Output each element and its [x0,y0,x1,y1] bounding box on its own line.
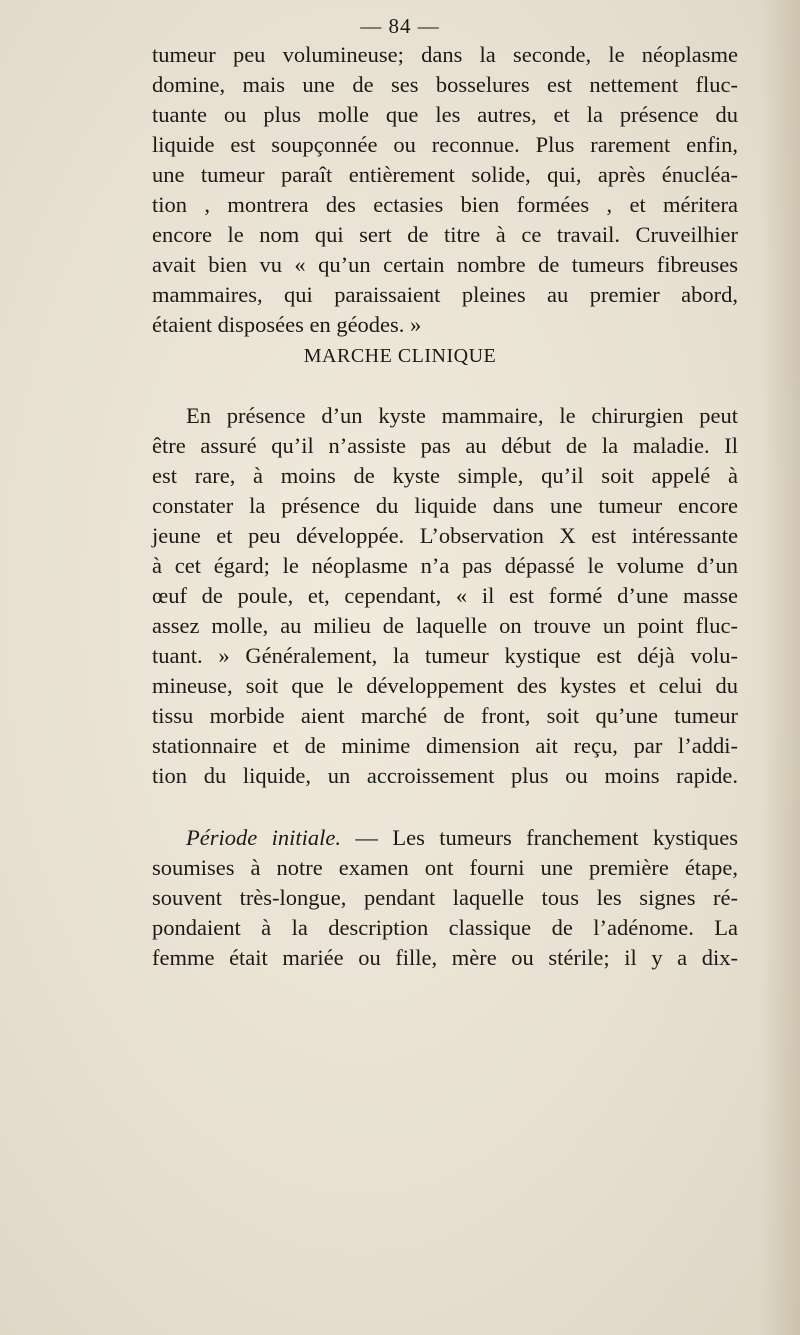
text-line: être assuré qu’il n’assiste pas au début de la maladie. Il [152,433,738,458]
text-line: étaient disposées en géodes. » [152,312,422,337]
text-line: jeune et peu développée. L’observation X est intéressante [152,523,738,548]
text-line: tion , montrera des ectasies bien formées , et méritera [152,192,738,217]
text-line: tion du liquide, un accroissement plus ou moins rapide. [152,763,738,788]
page-edge-shadow [760,0,800,1335]
text-line: à cet égard; le néoplasme n’a pas dépassé le volume d’un [152,553,738,578]
text-line: liquide est soupçonnée ou reconnue. Plus rarement enfin, [152,132,738,157]
text-line: constater la présence du liquide dans une tumeur encore [152,493,738,518]
text-line: mammaires, qui paraissaient pleines au premier abord, [152,282,738,307]
text-line: tissu morbide aient marché de front, soit qu’une tumeur [152,703,738,728]
text-line: pondaient à la description classique de l’adénome. La [152,915,738,940]
text-line: tuante ou plus molle que les autres, et la présence du [152,102,738,127]
text-line: est rare, à moins de kyste simple, qu’il soit appelé à [152,463,738,488]
text-line: encore le nom qui sert de titre à ce travail. Cruveilhier [152,222,738,247]
text-line: avait bien vu « qu’un certain nombre de tumeurs fibreuses [152,252,738,277]
text-line: femme était mariée ou fille, mère ou stérile; il y a dix- [152,945,738,970]
text-line: assez molle, au milieu de laquelle on trouve un point fluc- [152,613,738,638]
page-number: — 84 — [360,14,440,38]
text-line: une tumeur paraît entièrement solide, qui, après énucléa- [152,162,738,187]
text-line: souvent très-longue, pendant laquelle tous les signes ré- [152,885,738,910]
text-line: tuant. » Généralement, la tumeur kystique est déjà volu- [152,643,738,668]
text-line: En présence d’un kyste mammaire, le chirurgien peut [186,403,738,428]
text-line [186,823,738,853]
text-line: domine, mais une de ses bosselures est nettement fluc- [152,72,738,97]
text-line: œuf de poule, et, cependant, « il est formé d’une masse [152,583,738,608]
text-line-rest: — Les tumeurs franchement kystiques [341,825,738,850]
text-line: mineuse, soit que le développement des kystes et celui du [152,673,738,698]
italic-lead: Période initiale. [186,825,342,850]
section-heading: MARCHE CLINIQUE [303,345,497,367]
text-line: stationnaire et de minime dimension ait reçu, par l’addi- [152,733,738,758]
text-line: tumeur peu volumineuse; dans la seconde, le néoplasme [152,42,738,67]
text-line: soumises à notre examen ont fourni une première étape, [152,855,738,880]
